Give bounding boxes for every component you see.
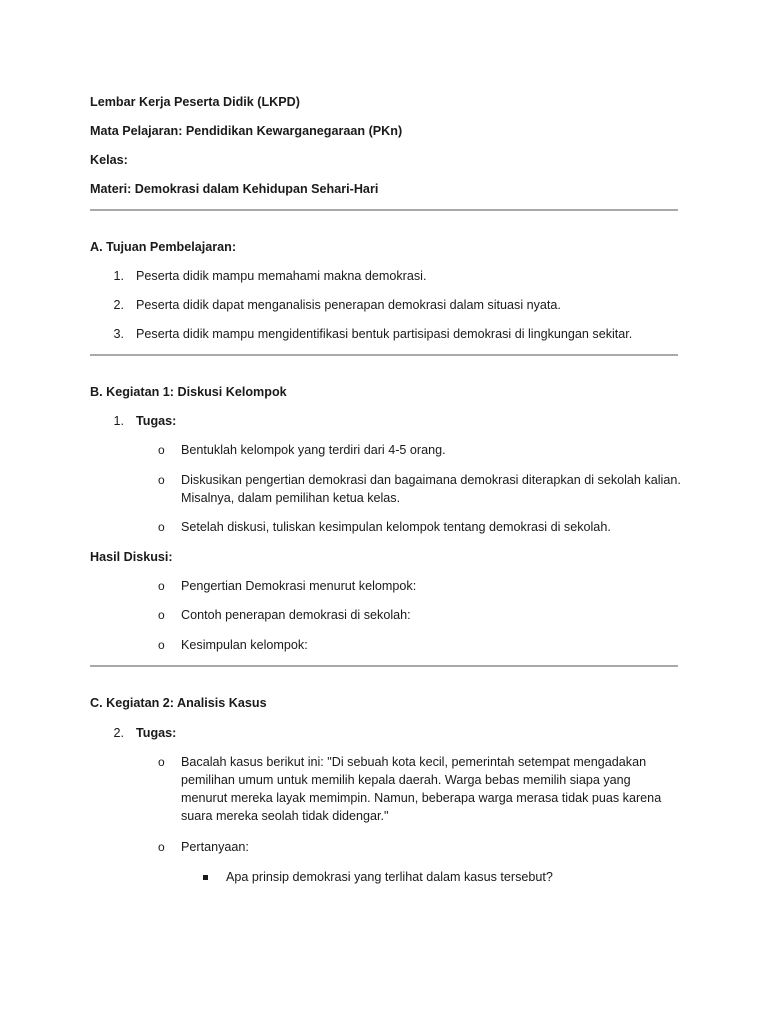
objective-item: Peserta didik mampu memahami makna demokrasi.	[136, 269, 427, 283]
result-item: Pengertian Demokrasi menurut kelompok:	[181, 579, 417, 593]
circle-bullet-icon: o	[158, 840, 165, 854]
question-label: Pertanyaan:	[181, 840, 249, 854]
result-item: Contoh penerapan demokrasi di sekolah:	[181, 608, 411, 622]
task-label: Tugas:	[136, 414, 177, 428]
list-number: 1.	[113, 414, 124, 428]
circle-bullet-icon: o	[158, 443, 165, 457]
topic-line: Materi: Demokrasi dalam Kehidupan Sehari-Hari	[90, 182, 379, 196]
class-line: Kelas:	[90, 153, 128, 167]
section-c-heading: C. Kegiatan 2: Analisis Kasus	[90, 696, 267, 710]
list-number: 2.	[113, 298, 124, 312]
circle-bullet-icon: o	[158, 520, 165, 534]
divider-1	[90, 209, 678, 211]
subject-line: Mata Pelajaran: Pendidikan Kewarganegaraan (PKn)	[90, 124, 403, 138]
list-number: 2.	[113, 726, 124, 740]
divider-2	[90, 354, 678, 356]
task-item: Diskusikan pengertian demokrasi dan bagaimana demokrasi diterapkan di sekolah kalian.	[181, 473, 681, 487]
result-item: Kesimpulan kelompok:	[181, 638, 308, 652]
section-b-heading: B. Kegiatan 1: Diskusi Kelompok	[90, 385, 287, 399]
list-number: 3.	[113, 327, 124, 341]
case-text: Bacalah kasus berikut ini: "Di sebuah kota kecil, pemerintah setempat mengadakan	[181, 755, 647, 769]
list-number: 1.	[113, 269, 124, 283]
circle-bullet-icon: o	[158, 473, 165, 487]
objective-item: Peserta didik mampu mengidentifikasi bentuk partisipasi demokrasi di lingkungan sekitar.	[136, 327, 633, 341]
section-a-heading: A. Tujuan Pembelajaran:	[90, 240, 237, 254]
case-text: menurut mereka layak memimpin. Namun, beberapa warga merasa tidak puas karena	[181, 791, 662, 805]
task-item: Setelah diskusi, tuliskan kesimpulan kelompok tentang demokrasi di sekolah.	[181, 520, 611, 534]
worksheet-title: Lembar Kerja Peserta Didik (LKPD)	[90, 95, 300, 109]
case-text: suara mereka seolah tidak didengar."	[181, 809, 389, 823]
circle-bullet-icon: o	[158, 579, 165, 593]
square-bullet-icon	[203, 875, 208, 880]
objective-item: Peserta didik dapat menganalisis penerapan demokrasi dalam situasi nyata.	[136, 298, 561, 312]
circle-bullet-icon: o	[158, 638, 165, 652]
task-label: Tugas:	[136, 726, 177, 740]
circle-bullet-icon: o	[158, 608, 165, 622]
result-label: Hasil Diskusi:	[90, 550, 173, 564]
task-item-continuation: Misalnya, dalam pemilihan ketua kelas.	[181, 491, 401, 505]
task-item: Bentuklah kelompok yang terdiri dari 4-5 orang.	[181, 443, 446, 457]
circle-bullet-icon: o	[158, 755, 165, 769]
divider-3	[90, 665, 678, 667]
case-text: pemilihan umum untuk memilih kepala daerah. Warga bebas memilih siapa yang	[181, 773, 631, 787]
question-item: Apa prinsip demokrasi yang terlihat dalam kasus tersebut?	[226, 870, 553, 884]
